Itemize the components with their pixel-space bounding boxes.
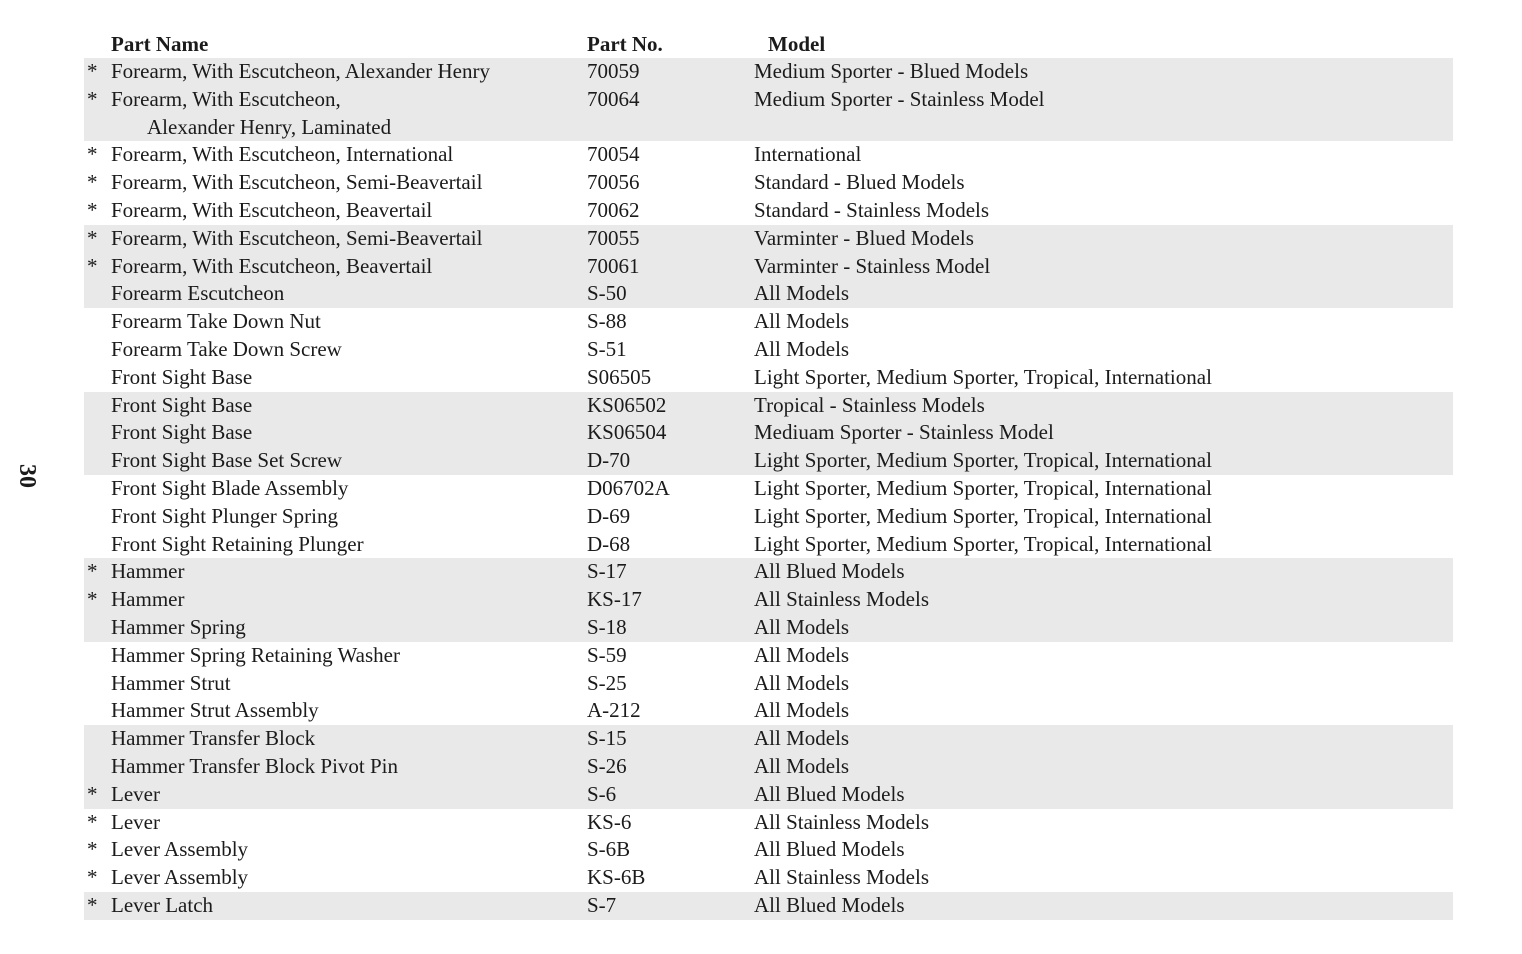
part-number-cell: 70055 xyxy=(587,225,640,250)
part-name-cell: Lever Latch xyxy=(111,892,214,917)
part-number-cell: S-25 xyxy=(587,670,627,695)
asterisk-marker: * xyxy=(87,837,98,862)
row-band xyxy=(84,892,1453,920)
part-number-cell: S-59 xyxy=(587,642,627,667)
row-band xyxy=(84,725,1453,808)
row-band xyxy=(84,308,1453,391)
part-name-cell: Forearm Take Down Nut xyxy=(111,309,321,334)
model-cell: Light Sporter, Medium Sporter, Tropical, International xyxy=(754,475,1212,500)
model-cell: Light Sporter, Medium Sporter, Tropical, International xyxy=(754,531,1212,556)
table-row xyxy=(84,253,1453,281)
asterisk-marker: * xyxy=(87,170,98,195)
part-number-cell: S-50 xyxy=(587,281,627,306)
part-name-cell: Forearm Take Down Screw xyxy=(111,336,342,361)
model-cell: All Blued Models xyxy=(754,892,905,917)
model-cell: Light Sporter, Medium Sporter, Tropical, International xyxy=(754,364,1212,389)
table-row xyxy=(84,558,1453,586)
part-number-cell: KS-6B xyxy=(587,865,646,890)
row-band xyxy=(84,392,1453,475)
part-name-cell: Hammer Transfer Block Pivot Pin xyxy=(111,753,398,778)
part-name-cell: Hammer Spring xyxy=(111,614,246,639)
asterisk-marker: * xyxy=(87,587,98,612)
table-header xyxy=(84,30,1453,58)
table-row xyxy=(84,503,1453,531)
part-number-cell: S-88 xyxy=(587,309,627,334)
part-name-cell: Hammer Strut Assembly xyxy=(111,698,319,723)
part-name-cell: Hammer Transfer Block xyxy=(111,726,316,751)
table-row xyxy=(84,753,1453,781)
table-row xyxy=(84,336,1453,364)
part-number-cell: S-17 xyxy=(587,559,627,584)
table-row xyxy=(84,836,1453,864)
parts-table xyxy=(84,30,1453,920)
page-number: 30 xyxy=(14,464,40,488)
row-band xyxy=(84,809,1453,892)
part-name-cell: Front Sight Base xyxy=(111,392,253,417)
part-name-cell: Forearm, With Escutcheon, Beavertail xyxy=(111,253,433,278)
part-number-cell: D-68 xyxy=(587,531,631,556)
part-name-cell: Forearm, With Escutcheon, xyxy=(111,86,341,111)
model-cell: All Blued Models xyxy=(754,781,905,806)
part-name-cell: Hammer Spring Retaining Washer xyxy=(111,642,400,667)
part-name-cell: Lever Assembly xyxy=(111,837,249,862)
table-row xyxy=(84,114,1453,142)
model-cell: All Blued Models xyxy=(754,559,905,584)
model-cell: All Models xyxy=(754,642,850,667)
part-name-cell: Front Sight Base xyxy=(111,420,253,445)
row-band xyxy=(84,475,1453,558)
model-cell: Light Sporter, Medium Sporter, Tropical, International xyxy=(754,503,1212,528)
part-name-cell: Front Sight Retaining Plunger xyxy=(111,531,364,556)
row-band xyxy=(84,558,1453,641)
asterisk-marker: * xyxy=(87,865,98,890)
table-row xyxy=(84,670,1453,698)
row-band xyxy=(84,225,1453,308)
part-number-cell: D-69 xyxy=(587,503,631,528)
model-cell: Varminter - Blued Models xyxy=(754,225,974,250)
part-number-cell: S-15 xyxy=(587,726,627,751)
part-name-cell: Forearm Escutcheon xyxy=(111,281,285,306)
asterisk-marker: * xyxy=(87,253,98,278)
table-row xyxy=(84,642,1453,670)
model-cell: All Stainless Models xyxy=(754,865,930,890)
part-number-cell: 70056 xyxy=(587,170,640,195)
part-name-cell: Forearm, With Escutcheon, Beavertail xyxy=(111,197,433,222)
model-cell: All Blued Models xyxy=(754,837,905,862)
part-number-cell: KS06502 xyxy=(587,392,667,417)
table-row xyxy=(84,725,1453,753)
model-cell: Light Sporter, Medium Sporter, Tropical, International xyxy=(754,448,1212,473)
row-band xyxy=(84,141,1453,224)
part-name-cell: Forearm, With Escutcheon, Alexander Henry xyxy=(111,59,490,83)
model-cell: All Models xyxy=(754,726,850,751)
model-cell: All Models xyxy=(754,309,850,334)
header-model: Model xyxy=(768,32,826,56)
part-number-cell: S-51 xyxy=(587,336,627,361)
part-number-cell: 70064 xyxy=(587,86,640,111)
table-row xyxy=(84,86,1453,114)
part-number-cell: 70059 xyxy=(587,59,640,83)
part-number-cell: S-7 xyxy=(587,892,617,917)
part-number-cell: S-6 xyxy=(587,781,617,806)
part-name-cell: Forearm, With Escutcheon, Semi-Beavertail xyxy=(111,225,483,250)
model-cell: Varminter - Stainless Model xyxy=(754,253,991,278)
part-number-cell: S06505 xyxy=(587,364,652,389)
header-part-no: Part No. xyxy=(587,32,663,56)
part-number-cell: D-70 xyxy=(587,448,631,473)
table-row xyxy=(84,197,1453,225)
table-row xyxy=(84,364,1453,392)
asterisk-marker: * xyxy=(87,142,98,167)
part-name-cell: Lever xyxy=(111,809,160,834)
part-name-cell: Hammer xyxy=(111,559,185,584)
part-name-cell: Lever xyxy=(111,781,160,806)
part-number-cell: S-26 xyxy=(587,753,627,778)
table-row xyxy=(84,586,1453,614)
asterisk-marker: * xyxy=(87,781,98,806)
part-name-cell: Forearm, With Escutcheon, International xyxy=(111,142,454,167)
model-cell: All Models xyxy=(754,281,850,306)
part-name-cell: Forearm, With Escutcheon, Semi-Beavertail xyxy=(111,170,483,195)
part-number-cell: S-6B xyxy=(587,837,631,862)
table-row xyxy=(84,809,1453,837)
asterisk-marker: * xyxy=(87,197,98,222)
model-cell: Medium Sporter - Stainless Model xyxy=(754,86,1045,111)
part-name-cell: Front Sight Plunger Spring xyxy=(111,503,338,528)
table-row xyxy=(84,531,1453,559)
table-row xyxy=(84,392,1453,420)
model-cell: Medium Sporter - Blued Models xyxy=(754,59,1029,83)
model-cell: All Models xyxy=(754,336,850,361)
part-number-cell: KS06504 xyxy=(587,420,667,445)
table-body xyxy=(84,58,1453,920)
asterisk-marker: * xyxy=(87,86,98,111)
table-row xyxy=(84,141,1453,169)
part-number-cell: 70062 xyxy=(587,197,640,222)
model-cell: All Models xyxy=(754,670,850,695)
part-name-cell: Front Sight Base Set Screw xyxy=(111,448,342,473)
model-cell: All Models xyxy=(754,753,850,778)
asterisk-marker: * xyxy=(87,59,98,83)
row-band xyxy=(84,642,1453,725)
table-row xyxy=(84,58,1453,86)
part-number-cell: KS-6 xyxy=(587,809,632,834)
model-cell: International xyxy=(754,142,862,167)
part-number-cell: D06702A xyxy=(587,475,670,500)
table-row xyxy=(84,781,1453,809)
part-name-cell: Front Sight Base xyxy=(111,364,253,389)
part-number-cell: 70054 xyxy=(587,142,640,167)
model-cell: All Stainless Models xyxy=(754,809,930,834)
table-row xyxy=(84,614,1453,642)
part-number-cell: A-212 xyxy=(587,698,641,723)
header-part-name: Part Name xyxy=(111,32,209,56)
row-band xyxy=(84,58,1453,141)
model-cell: All Stainless Models xyxy=(754,587,930,612)
table-row xyxy=(84,225,1453,253)
part-name-cell: Front Sight Blade Assembly xyxy=(111,475,349,500)
asterisk-marker: * xyxy=(87,559,98,584)
table-row xyxy=(84,169,1453,197)
table-row xyxy=(84,697,1453,725)
model-cell: Mediuam Sporter - Stainless Model xyxy=(754,420,1054,445)
part-name-cell: Lever Assembly xyxy=(111,865,249,890)
asterisk-marker: * xyxy=(87,809,98,834)
table-row xyxy=(84,892,1453,920)
table-row xyxy=(84,864,1453,892)
model-cell: Standard - Blued Models xyxy=(754,170,965,195)
table-row xyxy=(84,475,1453,503)
model-cell: Standard - Stainless Models xyxy=(754,197,990,222)
part-number-cell: KS-17 xyxy=(587,587,642,612)
asterisk-marker: * xyxy=(87,225,98,250)
part-name-continuation: Alexander Henry, Laminated xyxy=(147,114,392,139)
part-name-cell: Hammer Strut xyxy=(111,670,231,695)
table-row xyxy=(84,280,1453,308)
part-number-cell: 70061 xyxy=(587,253,640,278)
table-row xyxy=(84,419,1453,447)
table-row xyxy=(84,447,1453,475)
model-cell: All Models xyxy=(754,698,850,723)
asterisk-marker: * xyxy=(87,892,98,917)
part-number-cell: S-18 xyxy=(587,614,627,639)
model-cell: All Models xyxy=(754,614,850,639)
model-cell: Tropical - Stainless Models xyxy=(754,392,985,417)
part-name-cell: Hammer xyxy=(111,587,185,612)
table-row xyxy=(84,308,1453,336)
